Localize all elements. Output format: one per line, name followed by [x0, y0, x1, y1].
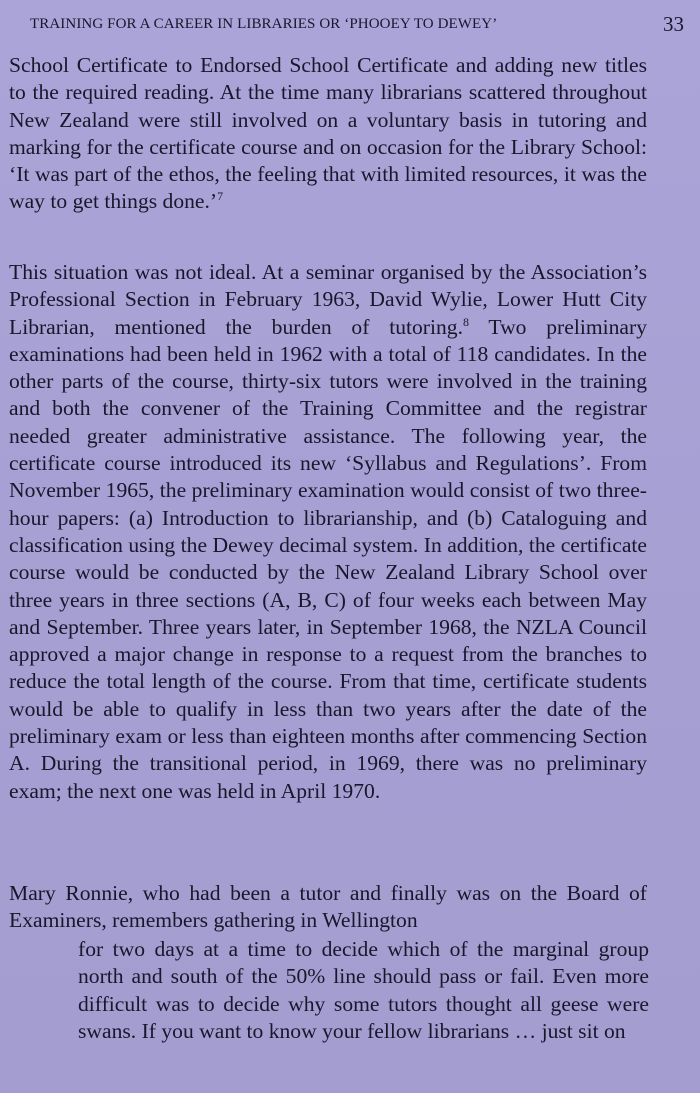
- footnote-ref-7: 7: [217, 189, 224, 204]
- block-quote: [78, 936, 649, 1045]
- paragraph-2-text-a: This situation was not ideal. At a seminar organised by the Association’s Professional Section in February 1963, David Wylie, Lower Hutt City Librarian, mentioned the burden of tutoring.: [9, 260, 647, 339]
- block-quote-text: for two days at a time to decide which of the marginal group north and south of the 50% line should pass or fail. Even more difficult was to decide why some tutors thought all geese were swans. If you want to know your fellow librarians … just sit on: [78, 937, 649, 1043]
- footnote-ref-8: 8: [462, 314, 469, 329]
- paragraph-3-text: Mary Ronnie, who had been a tutor and finally was on the Board of Examiners, remembers gathering in Wellington: [9, 881, 647, 933]
- paragraph-3: [9, 880, 647, 935]
- running-head: TRAINING FOR A CAREER IN LIBRARIES OR ‘PHOOEY TO DEWEY’: [30, 16, 498, 32]
- page-number: 33: [663, 12, 684, 36]
- paragraph-2-text-b: Two preliminary examinations had been held in 1962 with a total of 118 candidates. In the other parts of the course, thirty-six tutors were involved in the training and both the convener of the Training Committee and the registrar needed greater administrative assistance. The following year, the certificate course introduced its new ‘Syllabus and Regulations’. From November 1965, the preliminary examination would consist of two three-hour papers: (a) Introduction to librarianship, and (b) Cataloguing and classification using the Dewey decimal system. In addition, the certificate course would be conducted by the New Zealand Library School over three years in three sections (A, B, C) of four weeks each between May and September. Three years later, in September 1968, the NZLA Council approved a major change in response to a request from the branches to reduce the total length of the course. From that time, certificate students would be able to qualify in less than two years after the date of the preliminary exam or less than eighteen months after commencing Section A. During the transitional period, in 1969, there was no preliminary exam; the next one was held in April 1970.: [9, 314, 647, 803]
- paragraph-1-text: School Certificate to Endorsed School Certificate and adding new titles to the required reading. At the time many librarians scattered throughout New Zealand were still involved on a voluntary basis in tutoring and marking for the certificate course and on occasion for the Library School: ‘It was part of the ethos, the feeling that with limited resources, it was the way to get things done.’: [9, 53, 647, 214]
- paragraph-1: [9, 52, 647, 216]
- paragraph-2: [9, 259, 647, 805]
